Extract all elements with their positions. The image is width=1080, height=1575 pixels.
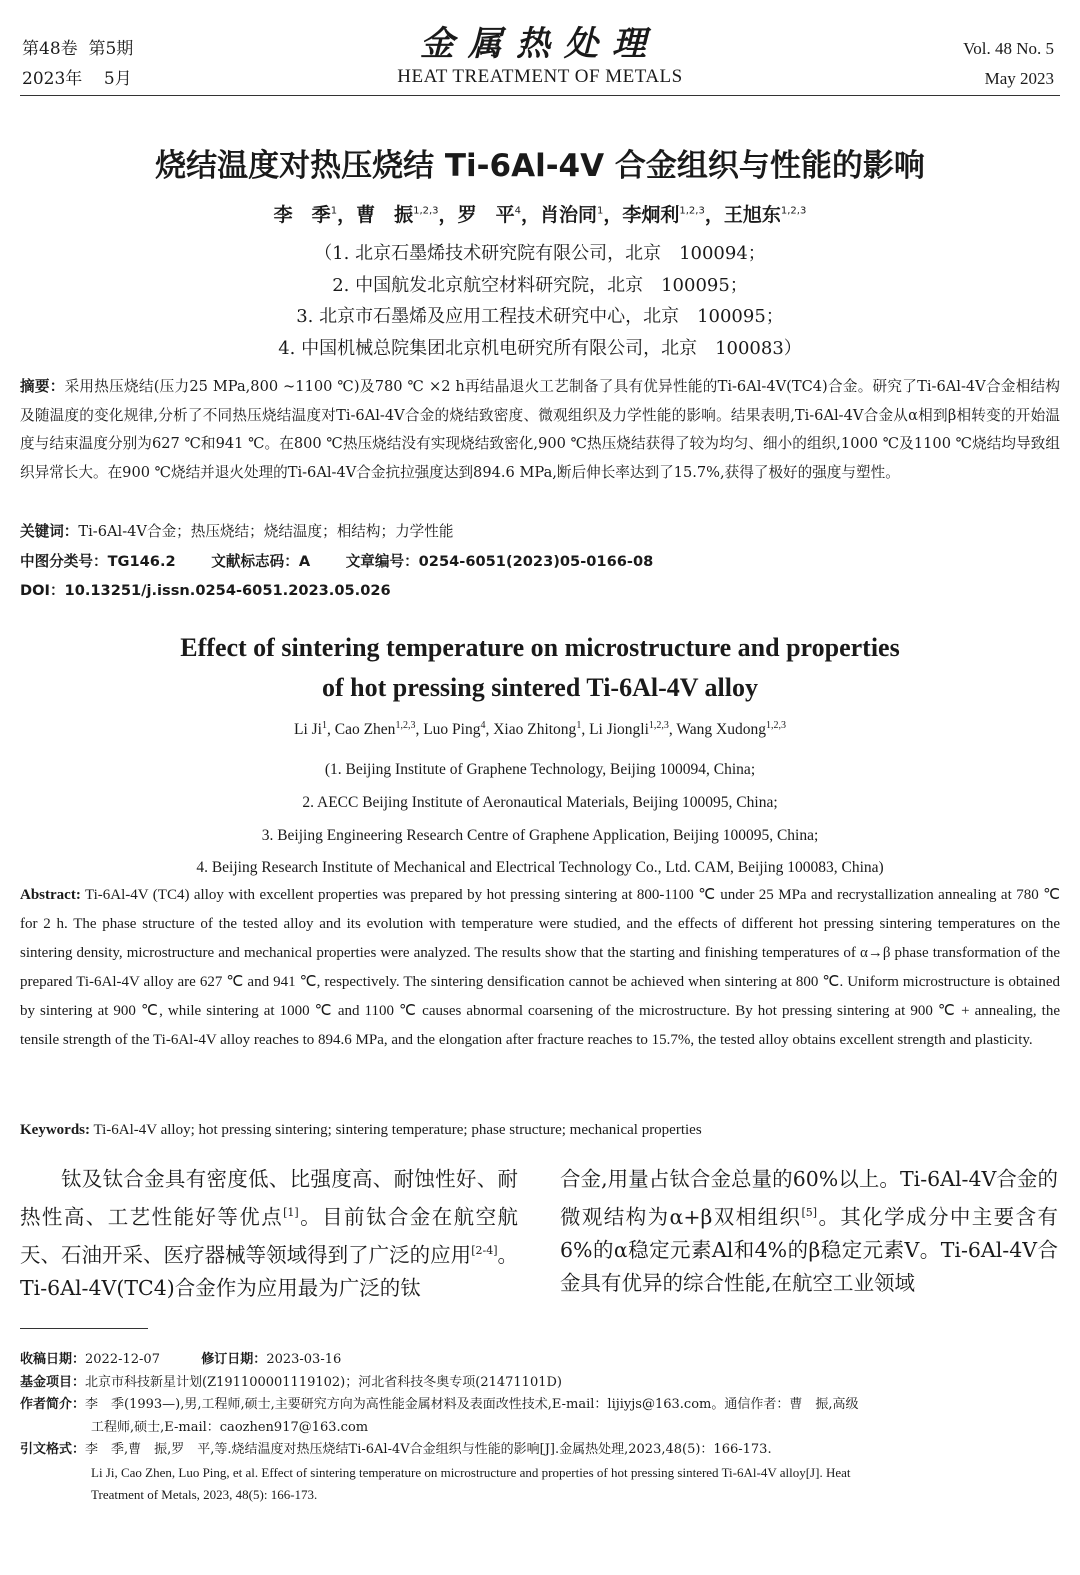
citation-ref: [1] (283, 1206, 299, 1219)
abstract-cn (20, 373, 1060, 487)
author-cn: 罗 平$^4$ (457, 204, 521, 226)
abstract-cn-label: 摘要： (20, 378, 65, 395)
author-cn: 曹 振$^{1,2,3}$ (356, 204, 439, 226)
author-cn: 李炯利$^{1,2,3}$ (622, 204, 705, 226)
affiliations-en (0, 754, 1080, 885)
date-en: May 2023 (984, 69, 1054, 88)
title-en-line: of hot pressing sintered Ti-6Al-4V alloy (321, 673, 759, 702)
clc-number: 中图分类号：TG146.2 (20, 553, 176, 570)
fund-line: 基金项目： 北京市科技新星计划(Z191100001119102)；河北省科技冬奥专项(21471101D) (20, 1374, 562, 1390)
author-en: Luo Ping$^4$ (423, 720, 486, 739)
affiliation-cn: 2. 中国航发北京航空材料研究院，北京 100095； (332, 274, 748, 296)
doi: DOI：10.13251/j.issn.0254-6051.2023.05.026 (20, 582, 391, 599)
title-en-line: Effect of sintering temperature on microstructure and properties (180, 633, 900, 662)
author-bio: 作者简介： 李 季(1993—),男,工程师,硕士,主要研究方向为高性能金属材料及表面改性技术,E-mail：lijiyjs@163.com。通信作者：曹 振,高级 (20, 1397, 859, 1412)
header-right (963, 34, 1054, 94)
author-cn: 王旭东$^{1,2,3}$ (723, 204, 807, 226)
abstract-cn-text: 采用热压烧结(压力25 MPa,800 ~1100 ℃)及780 ℃ ×2 h再结晶退火工艺制备了具有优异性能的Ti-6Al-4V(TC4)合金。研究了Ti-6Al-4V合金相结构及随温度的变化规律,分析了不同热压烧结温度对Ti-6Al-4V合金的烧结致密度、微观组织及力学性能的影响。结果表明,Ti-6Al-4V合金从α相到β相转变的开始温度与结束温度分别为627 ℃和941 ℃。在800 ℃热压烧结没有实现烧结致密化,900 ℃热压烧结获得了较为均匀、细小的组织,1000 ℃及1100 ℃烧结均导致组织异常长大。在900 ℃烧结并退火处理的Ti-6Al-4V合金抗拉强度达到894.6 MPa,断后伸长率达到了15.7%,获得了极好的强度与塑性。 (20, 378, 1060, 481)
journal-name-en: HEAT TREATMENT OF METALS (397, 66, 683, 87)
abstract-en (20, 881, 1060, 1055)
affiliation-en: 4. Beijing Research Institute of Mechanical and Electrical Technology Co., Ltd. CAM, Beijing 100083, China) (196, 859, 884, 877)
document-code: 文献标志码：A (211, 553, 311, 570)
dates-line: 收稿日期：2022-12-07 修订日期：2023-03-16 (20, 1352, 342, 1367)
affiliations-cn (0, 238, 1080, 364)
title-en (0, 628, 1080, 708)
author-cn: 肖治同$^1$ (539, 204, 604, 226)
keywords-cn-label: 关键词： (20, 523, 79, 540)
article-number: 文章编号：0254-6051(2023)05-0166-08 (345, 553, 654, 570)
footnotes (20, 1349, 1060, 1507)
affiliation-cn: （1. 北京石墨烯技术研究院有限公司，北京 100094； (314, 243, 766, 264)
author-en: Cao Zhen$^{1,2,3}$ (334, 720, 416, 739)
keywords-cn-text: Ti-6Al-4V合金；热压烧结；烧结温度；相结构；力学性能 (78, 523, 454, 540)
affiliation-cn: 3. 北京市石墨烯及应用工程技术研究中心，北京 100095； (296, 306, 784, 328)
author-en: Xiao Zhitong$^1$ (493, 720, 582, 739)
keywords-en-text: Ti-6Al-4V alloy; hot pressing sintering; sintering temperature; phase structure; mechanical properties (90, 1122, 702, 1138)
volume-issue-cn: 第48卷 第5期 (22, 39, 134, 59)
date-cn: 2023年 5月 (22, 69, 132, 89)
affiliation-cn: 4. 中国机械总院集团北京机电研究所有限公司，北京 100083） (278, 337, 802, 359)
citation-format: 引文格式： 李 季,曹 振,罗 平,等.烧结温度对热压烧结Ti-6Al-4V合金组织与性能的影响[J].金属热处理,2023,48(5)：166-173. (20, 1442, 772, 1457)
keywords-cn (20, 519, 453, 545)
affiliation-en: 3. Beijing Engineering Research Centre of Graphene Application, Beijing 100095, China; (261, 826, 819, 844)
header-rule (20, 95, 1060, 96)
journal-logo-cn: 金属热处理 (420, 24, 660, 64)
journal-masthead (0, 24, 1080, 88)
citation-format-en-continued: Treatment of Metals, 2023, 48(5): 166-173. (91, 1487, 318, 1502)
received-date: 2022-12-07 (85, 1352, 160, 1367)
keywords-en-label: Keywords: (20, 1122, 90, 1138)
authors-en: Li Ji$^1$, Cao Zhen$^{1,2,3}$, Luo Ping$^4$, Xiao Zhitong$^1$, Li Jiongli$^{1,2,3}$, Wang Xudong$^{1,2,3}$ (293, 720, 786, 739)
keywords-en (20, 1116, 702, 1145)
abstract-en-label: Abstract: (20, 887, 81, 903)
body-column-right: 合金,用量占钛合金总量的60%以上。Ti-6Al-4V合金的微观结构为α+β双相组织[5]。其化学成分中主要含有6%的α稳定元素Al和4%的β稳定元素V。Ti-6Al-4V合金具有优异的综合性能,在航空工业领域 (560, 1167, 1058, 1295)
title-cn: 烧结温度对热压烧结 Ti-6Al-4V 合金组织与性能的影响 (155, 148, 925, 184)
affiliation-en: (1. Beijing Institute of Graphene Technology, Beijing 100094, China; (324, 761, 756, 778)
abstract-en-text: Ti-6Al-4V (TC4) alloy with excellent properties was prepared by hot pressing sintering at 800-1100 ℃ under 25 MPa and recrystallization annealing at 780 ℃ for 2 h. The phase structure of the tested alloy and its evolution with temperature were studied, and the effects of different hot pressing sintering temperatures on the sintering density, microstructure and mechanical properties were analyzed. The results show that the starting and finishing temperatures of α→β phase transformation of the prepared Ti-6Al-4V alloy are 627 ℃ and 941 ℃, respectively. The sintering densification cannot be achieved when sintering at 800 ℃. Uniform microstructure is obtained by sintering at 900 ℃, while sintering at 1000 ℃ and 1100 ℃ causes abnormal coarsening of the microstructure. By hot pressing sintering at 900 ℃ + annealing, the tensile strength of the Ti-6Al-4V alloy reaches to 894.6 MPa, and the elongation after fracture reaches to 15.7%, the tested alloy obtains excellent strength and plasticity. (20, 887, 1060, 1048)
authors-cn: 李 季$^1$，曹 振$^{1,2,3}$，罗 平$^4$，肖治同$^1$，李炯利$^{1,2,3}$，王旭东$^{1,2,3}$ (273, 204, 807, 226)
volume-issue-en: Vol. 48 No. 5 (963, 39, 1054, 58)
citation-format-en: Li Ji, Cao Zhen, Luo Ping, et al. Effect of sintering temperature on microstructure and properties of hot pressing sintered Ti-6Al-4V alloy[J]. Heat (91, 1464, 851, 1480)
author-bio-continued: 工程师,硕士,E-mail：caozhen917@163.com (91, 1419, 369, 1435)
classification-line (20, 549, 653, 575)
revised-date: 2023-03-16 (266, 1352, 342, 1367)
citation-ref: [5] (801, 1206, 818, 1219)
author-en: Li Ji$^1$ (293, 720, 327, 739)
author-en: Li Jiongli$^{1,2,3}$ (589, 720, 669, 739)
footnote-rule (20, 1328, 148, 1329)
affiliation-en: 2. AECC Beijing Institute of Aeronautical Materials, Beijing 100095, China; (302, 793, 778, 811)
citation-ref: [2-4] (471, 1243, 498, 1257)
author-en: Wang Xudong$^{1,2,3}$ (676, 720, 786, 739)
body-column-left: 钛及钛合金具有密度低、比强度高、耐蚀性好、耐热性高、工艺性能好等优点[1]。目前钛合金在航空航天、石油开采、医疗器械等领域得到了广泛的应用[2-4]。Ti-6Al-4V(TC4)合金作为应用最为广泛的钛 (20, 1167, 519, 1300)
author-cn: 李 季$^1$ (273, 204, 338, 226)
